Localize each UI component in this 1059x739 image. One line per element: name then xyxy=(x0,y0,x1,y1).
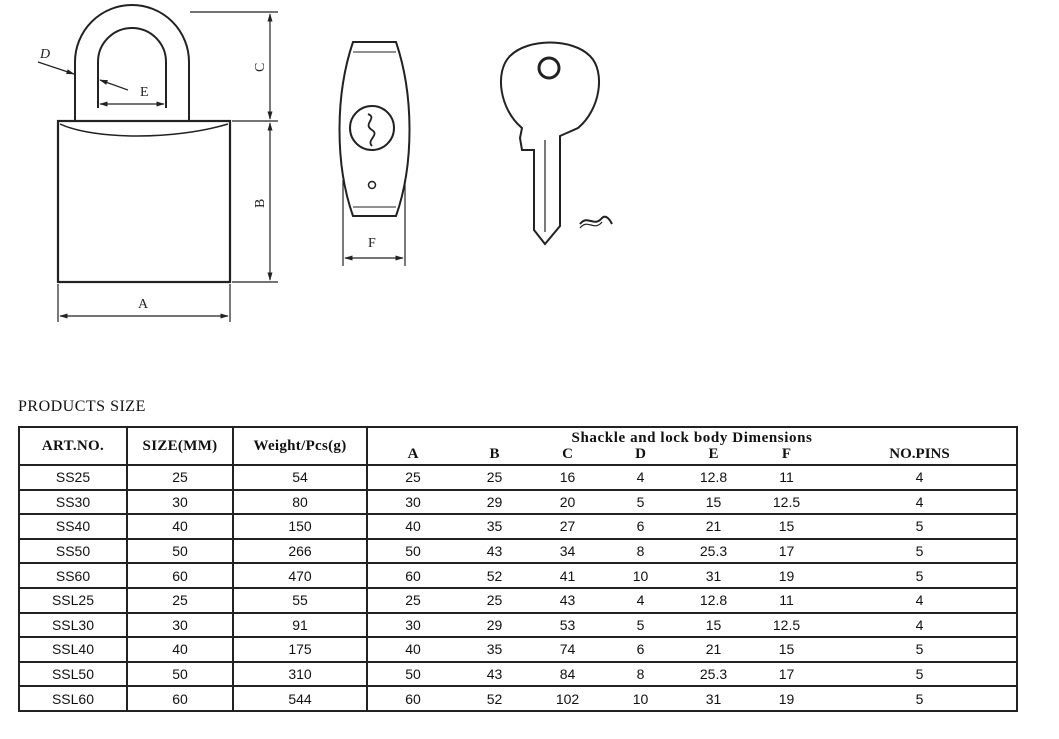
section-title: PRODUCTS SIZE xyxy=(18,398,146,415)
cell-size: 40 xyxy=(127,514,233,539)
cell-e: 12.8 xyxy=(677,588,750,613)
cell-f: 11 xyxy=(750,465,823,490)
cell-pins: 5 xyxy=(823,662,1017,687)
cell-a: 60 xyxy=(367,686,458,711)
dim-label-b: B xyxy=(253,198,268,208)
cell-f: 15 xyxy=(750,637,823,662)
cell-weight: 266 xyxy=(233,539,367,564)
cell-e: 25.3 xyxy=(677,539,750,564)
cell-a: 25 xyxy=(367,465,458,490)
cell-d: 6 xyxy=(604,514,677,539)
cell-a: 50 xyxy=(367,539,458,564)
cell-c: 20 xyxy=(531,490,604,515)
cell-size: 40 xyxy=(127,637,233,662)
cell-pins: 5 xyxy=(823,686,1017,711)
cell-weight: 175 xyxy=(233,637,367,662)
cell-e: 21 xyxy=(677,514,750,539)
cell-b: 52 xyxy=(458,563,531,588)
table-row xyxy=(19,539,1017,564)
cell-pins: 5 xyxy=(823,637,1017,662)
cell-pins: 4 xyxy=(823,490,1017,515)
cell-b: 43 xyxy=(458,539,531,564)
dim-label-e: E xyxy=(140,85,149,100)
header-size: SIZE(MM) xyxy=(127,427,233,465)
cell-e: 15 xyxy=(677,613,750,638)
cell-c: 16 xyxy=(531,465,604,490)
cell-b: 43 xyxy=(458,662,531,687)
cell-pins: 5 xyxy=(823,514,1017,539)
cell-a: 60 xyxy=(367,563,458,588)
cell-pins: 4 xyxy=(823,613,1017,638)
cell-art: SSL30 xyxy=(19,613,127,638)
table-row xyxy=(19,613,1017,638)
header-dimensions-group: Shackle and lock body Dimensions xyxy=(367,427,1017,446)
cell-weight: 150 xyxy=(233,514,367,539)
cell-size: 50 xyxy=(127,662,233,687)
cell-a: 25 xyxy=(367,588,458,613)
dim-label-d: D xyxy=(40,47,51,62)
cell-d: 10 xyxy=(604,686,677,711)
cell-b: 25 xyxy=(458,588,531,613)
cell-size: 25 xyxy=(127,465,233,490)
cell-a: 40 xyxy=(367,637,458,662)
padlock-side-view xyxy=(340,42,410,216)
dimension-c-b xyxy=(190,12,278,282)
header-a: A xyxy=(407,446,419,462)
cell-f: 12.5 xyxy=(750,490,823,515)
cell-e: 25.3 xyxy=(677,662,750,687)
dimension-d xyxy=(38,62,128,90)
cell-art: SS25 xyxy=(19,465,127,490)
header-b: B xyxy=(489,446,500,462)
cell-e: 31 xyxy=(677,686,750,711)
cell-a: 40 xyxy=(367,514,458,539)
cell-f: 15 xyxy=(750,514,823,539)
cell-pins: 4 xyxy=(823,588,1017,613)
cell-e: 12.8 xyxy=(677,465,750,490)
cell-c: 74 xyxy=(531,637,604,662)
dim-label-c: C xyxy=(253,62,268,72)
cell-pins: 5 xyxy=(823,563,1017,588)
cell-art: SS40 xyxy=(19,514,127,539)
cell-c: 84 xyxy=(531,662,604,687)
padlock-technical-drawing xyxy=(0,0,1059,340)
cell-art: SS50 xyxy=(19,539,127,564)
cell-d: 4 xyxy=(604,588,677,613)
cell-a: 30 xyxy=(367,613,458,638)
cell-weight: 310 xyxy=(233,662,367,687)
cell-d: 6 xyxy=(604,637,677,662)
cell-size: 30 xyxy=(127,490,233,515)
cell-b: 29 xyxy=(458,490,531,515)
dim-label-a: A xyxy=(138,297,149,312)
table-row xyxy=(19,563,1017,588)
cell-art: SSL50 xyxy=(19,662,127,687)
table-row xyxy=(19,588,1017,613)
cell-size: 25 xyxy=(127,588,233,613)
header-art-no: ART.NO. xyxy=(19,427,127,465)
cell-weight: 55 xyxy=(233,588,367,613)
cell-weight: 54 xyxy=(233,465,367,490)
cell-c: 27 xyxy=(531,514,604,539)
table-row xyxy=(19,686,1017,711)
cell-a: 50 xyxy=(367,662,458,687)
cell-d: 10 xyxy=(604,563,677,588)
cell-c: 34 xyxy=(531,539,604,564)
cell-f: 12.5 xyxy=(750,613,823,638)
cell-weight: 544 xyxy=(233,686,367,711)
cell-weight: 80 xyxy=(233,490,367,515)
cell-size: 30 xyxy=(127,613,233,638)
cell-pins: 5 xyxy=(823,539,1017,564)
cell-d: 5 xyxy=(604,490,677,515)
cell-c: 102 xyxy=(531,686,604,711)
cell-f: 19 xyxy=(750,686,823,711)
table-row xyxy=(19,637,1017,662)
key-drawing xyxy=(501,43,612,245)
cell-art: SSL60 xyxy=(19,686,127,711)
cell-art: SS30 xyxy=(19,490,127,515)
cell-a: 30 xyxy=(367,490,458,515)
cell-d: 8 xyxy=(604,539,677,564)
cell-size: 60 xyxy=(127,563,233,588)
cell-d: 4 xyxy=(604,465,677,490)
cell-e: 21 xyxy=(677,637,750,662)
header-f: F xyxy=(781,446,792,462)
cell-f: 19 xyxy=(750,563,823,588)
cell-art: SSL40 xyxy=(19,637,127,662)
cell-d: 5 xyxy=(604,613,677,638)
cell-weight: 470 xyxy=(233,563,367,588)
cell-b: 35 xyxy=(458,514,531,539)
cell-b: 25 xyxy=(458,465,531,490)
cell-f: 11 xyxy=(750,588,823,613)
cell-e: 15 xyxy=(677,490,750,515)
cell-art: SS60 xyxy=(19,563,127,588)
table-row xyxy=(19,490,1017,515)
cell-b: 29 xyxy=(458,613,531,638)
cell-c: 41 xyxy=(531,563,604,588)
cell-b: 52 xyxy=(458,686,531,711)
cell-size: 60 xyxy=(127,686,233,711)
product-size-table xyxy=(18,426,1018,712)
header-d: D xyxy=(635,446,646,462)
table-row xyxy=(19,465,1017,490)
cell-c: 53 xyxy=(531,613,604,638)
cell-size: 50 xyxy=(127,539,233,564)
cell-d: 8 xyxy=(604,662,677,687)
dim-label-f: F xyxy=(368,236,376,251)
cell-b: 35 xyxy=(458,637,531,662)
header-pins: NO.PINS xyxy=(823,446,1017,465)
table-row xyxy=(19,514,1017,539)
cell-c: 43 xyxy=(531,588,604,613)
cell-f: 17 xyxy=(750,539,823,564)
padlock-front-view xyxy=(58,5,230,282)
cell-f: 17 xyxy=(750,662,823,687)
table-row xyxy=(19,662,1017,687)
cell-pins: 4 xyxy=(823,465,1017,490)
cell-e: 31 xyxy=(677,563,750,588)
dimension-f xyxy=(343,180,405,266)
header-weight: Weight/Pcs(g) xyxy=(233,427,367,465)
header-e: E xyxy=(708,446,719,462)
cell-weight: 91 xyxy=(233,613,367,638)
cell-art: SSL25 xyxy=(19,588,127,613)
header-c: C xyxy=(562,446,573,462)
